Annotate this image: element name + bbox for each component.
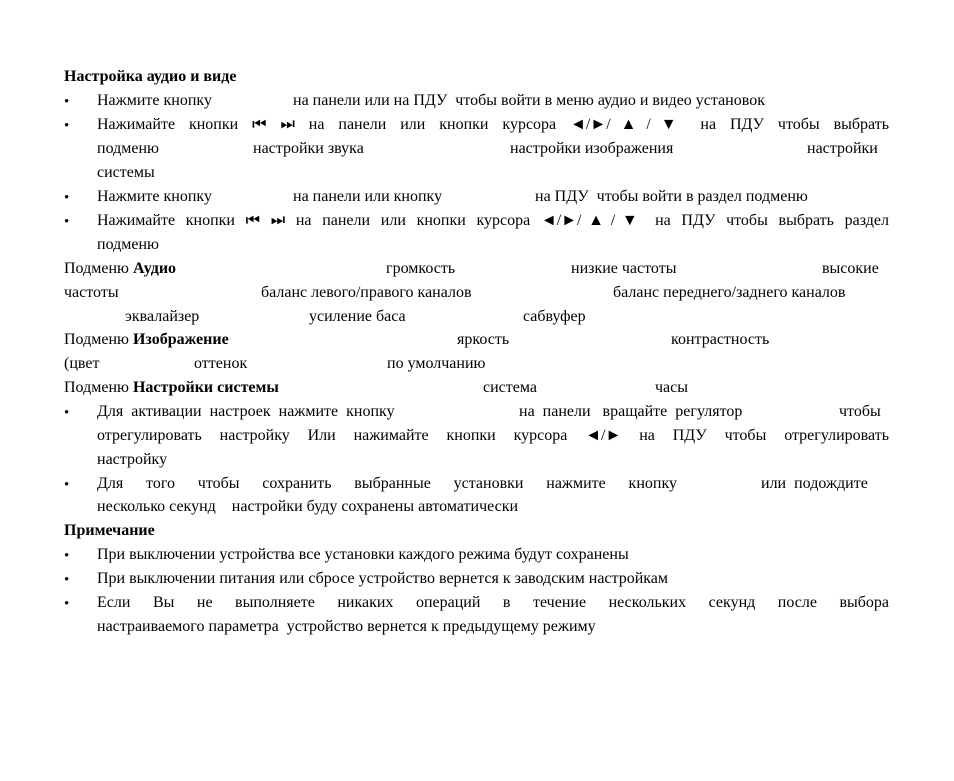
text-fragment: контрастность: [671, 331, 770, 348]
note-continuation: настраиваемого параметра устройство вернется к предыдущему режиму: [97, 618, 596, 635]
text-fragment: по умолчанию: [387, 355, 486, 372]
bullet-marker: •: [64, 548, 70, 564]
text-fragment: Для того чтобы сохранить выбранные установки нажмите кнопку: [97, 475, 677, 492]
bullet-marker: •: [64, 596, 70, 612]
text-fragment: настройки изображения: [510, 140, 674, 157]
submenu-image-row: [64, 330, 889, 350]
submenu-name: Изображение: [132, 331, 229, 348]
bullet-continuation: подменю: [97, 236, 159, 253]
text-fragment: баланс левого/правого каналов: [261, 284, 472, 301]
text-fragment: на панели или на ПДУ чтобы войти в меню аудио и видео установок: [293, 92, 765, 109]
bullet-item: [97, 474, 889, 494]
submenu-prefix: Подменю: [64, 260, 133, 277]
bullet-marker: •: [64, 190, 70, 206]
text-fragment: на панели вращайте регулятор: [519, 403, 743, 420]
bullet-item: Нажимайте кнопки ⏮ ⏭ на панели или кнопки курсора ◄/►/▲/▼ на ПДУ чтобы выбрать: [97, 116, 889, 133]
text-fragment: усиление баса: [309, 308, 406, 325]
bullet-item: [97, 91, 889, 111]
bullet-continuation: настройку: [97, 451, 168, 468]
submenu-name: Аудио: [132, 260, 177, 277]
text-fragment: (цвет: [64, 355, 100, 372]
text-fragment: низкие частоты: [571, 260, 677, 277]
submenu-audio-row: [64, 307, 889, 327]
text-fragment: сабвуфер: [523, 308, 586, 325]
note-item: При выключении питания или сбросе устройство вернется к заводским настройкам: [97, 570, 669, 587]
text-fragment: на панели или кнопку: [293, 188, 443, 205]
bullet-continuation: системы: [97, 164, 155, 181]
submenu-name: Настройки системы: [132, 379, 279, 396]
bullet-marker: •: [64, 214, 70, 230]
bullet-continuation: несколько секунд настройки буду сохранены автоматически: [97, 498, 519, 515]
bullet-marker: •: [64, 572, 70, 588]
text-fragment: система: [483, 379, 537, 396]
text-fragment: яркость: [457, 331, 510, 348]
text-fragment: громкость: [386, 260, 456, 277]
bullet-marker: •: [64, 477, 70, 493]
submenu-image-row: [64, 354, 889, 374]
text-fragment: оттенок: [194, 355, 248, 372]
text-fragment: или подождите: [761, 475, 868, 492]
text-fragment: Для активации настроек нажмите кнопку: [97, 403, 395, 420]
bullet-marker: •: [64, 405, 70, 421]
text-fragment: часы: [655, 379, 688, 396]
text-fragment: эквалайзер: [125, 308, 200, 325]
text-fragment: баланс переднего/заднего каналов: [613, 284, 846, 301]
note-heading: Примечание: [64, 522, 155, 539]
text-fragment: Нажмите кнопку: [97, 188, 212, 205]
submenu-prefix: Подменю: [64, 379, 133, 396]
note-item: При выключении устройства все установки каждого режима будут сохранены: [97, 546, 629, 563]
bullet-item: [97, 402, 889, 422]
bullet-item: [97, 187, 889, 207]
text-fragment: Нажмите кнопку: [97, 92, 212, 109]
text-fragment: чтобы: [839, 403, 881, 420]
bullet-marker: •: [64, 94, 70, 110]
text-fragment: на ПДУ чтобы войти в раздел подменю: [535, 188, 808, 205]
bullet-continuation: [97, 139, 889, 159]
submenu-audio-row: [64, 259, 889, 279]
submenu-audio-row: [64, 283, 889, 303]
bullet-continuation: отрегулировать настройку Или нажимайте кнопки курсора ◄/► на ПДУ чтобы отрегулировать: [97, 427, 889, 444]
text-fragment: подменю: [97, 140, 159, 157]
bullet-item: Нажимайте кнопки ⏮ ⏭ на панели или кнопки курсора ◄/►/▲/▼ на ПДУ чтобы выбрать раздел: [97, 212, 889, 229]
bullet-marker: •: [64, 118, 70, 134]
text-fragment: частоты: [64, 284, 119, 301]
note-item: Если Вы не выполняете никаких операций в течение нескольких секунд после выбора: [97, 594, 889, 611]
submenu-system-row: [64, 378, 889, 398]
text-fragment: настройки: [807, 140, 878, 157]
text-fragment: настройки звука: [253, 140, 364, 157]
text-fragment: высокие: [822, 260, 879, 277]
section-heading: Настройка аудио и виде: [64, 68, 237, 85]
submenu-prefix: Подменю: [64, 331, 133, 348]
